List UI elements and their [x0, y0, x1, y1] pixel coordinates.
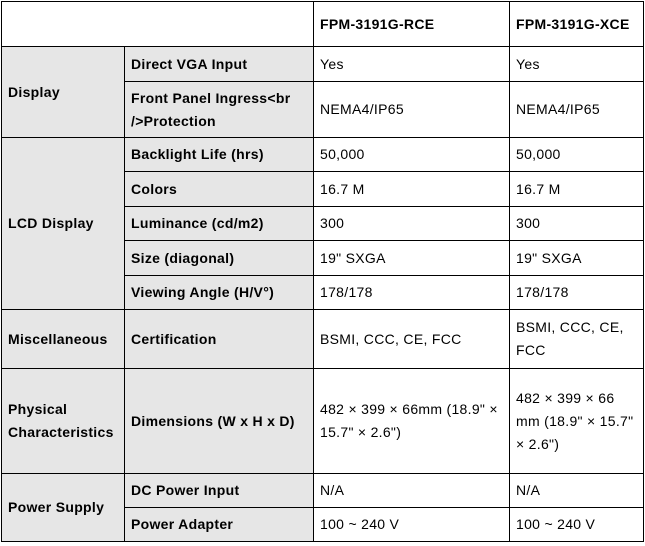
row-label: Direct VGA Input — [125, 47, 314, 82]
category-power-supply: Power Supply — [2, 474, 125, 542]
row-value-model-1: N/A — [314, 474, 510, 508]
model-2-header: FPM-3191G-XCE — [510, 2, 644, 47]
row-value-model-2: 16.7 M — [510, 172, 644, 207]
row-value-model-2: 300 — [510, 207, 644, 241]
row-value-model-2: Yes — [510, 47, 644, 82]
table-row — [2, 47, 644, 82]
row-value-model-1: 50,000 — [314, 138, 510, 172]
row-label: Certification — [125, 310, 314, 369]
category-miscellaneous: Miscellaneous — [2, 310, 125, 369]
model-1-header: FPM-3191G-RCE — [314, 2, 510, 47]
table-row — [2, 369, 644, 474]
row-value-model-1: BSMI, CCC, CE, FCC — [314, 310, 510, 369]
row-value-model-1: 482 × 399 × 66mm (18.9" × 15.7" × 2.6") — [314, 369, 510, 474]
row-label: Front Panel Ingress<br />Protection — [125, 82, 314, 138]
row-value-model-1: 178/178 — [314, 276, 510, 310]
row-label: Size (diagonal) — [125, 241, 314, 276]
row-value-model-1: 16.7 M — [314, 172, 510, 207]
row-value-model-2: 19" SXGA — [510, 241, 644, 276]
row-label: Backlight Life (hrs) — [125, 138, 314, 172]
table-row — [2, 474, 644, 508]
spec-table — [1, 1, 644, 542]
header-row — [2, 2, 644, 47]
row-label: DC Power Input — [125, 474, 314, 508]
header-blank-cell — [2, 2, 314, 47]
row-value-model-1: 19" SXGA — [314, 241, 510, 276]
row-value-model-1: 100 ~ 240 V — [314, 508, 510, 542]
row-value-model-2: BSMI, CCC, CE, FCC — [510, 310, 644, 369]
row-label: Power Adapter — [125, 508, 314, 542]
row-label: Dimensions (W x H x D) — [125, 369, 314, 474]
row-value-model-2: 482 × 399 × 66 mm (18.9" × 15.7" × 2.6") — [510, 369, 644, 474]
table-row — [2, 310, 644, 369]
row-value-model-2: 100 ~ 240 V — [510, 508, 644, 542]
table-row — [2, 138, 644, 172]
row-value-model-1: Yes — [314, 47, 510, 82]
row-value-model-2: NEMA4/IP65 — [510, 82, 644, 138]
row-value-model-2: 50,000 — [510, 138, 644, 172]
row-label: Viewing Angle (H/V°) — [125, 276, 314, 310]
category-lcd-display: LCD Display — [2, 138, 125, 310]
row-label: Colors — [125, 172, 314, 207]
category-display: Display — [2, 47, 125, 138]
row-label: Luminance (cd/m2) — [125, 207, 314, 241]
row-value-model-1: 300 — [314, 207, 510, 241]
category-physical-characteristics: Physical Characteristics — [2, 369, 125, 474]
row-value-model-1: NEMA4/IP65 — [314, 82, 510, 138]
row-value-model-2: N/A — [510, 474, 644, 508]
row-value-model-2: 178/178 — [510, 276, 644, 310]
